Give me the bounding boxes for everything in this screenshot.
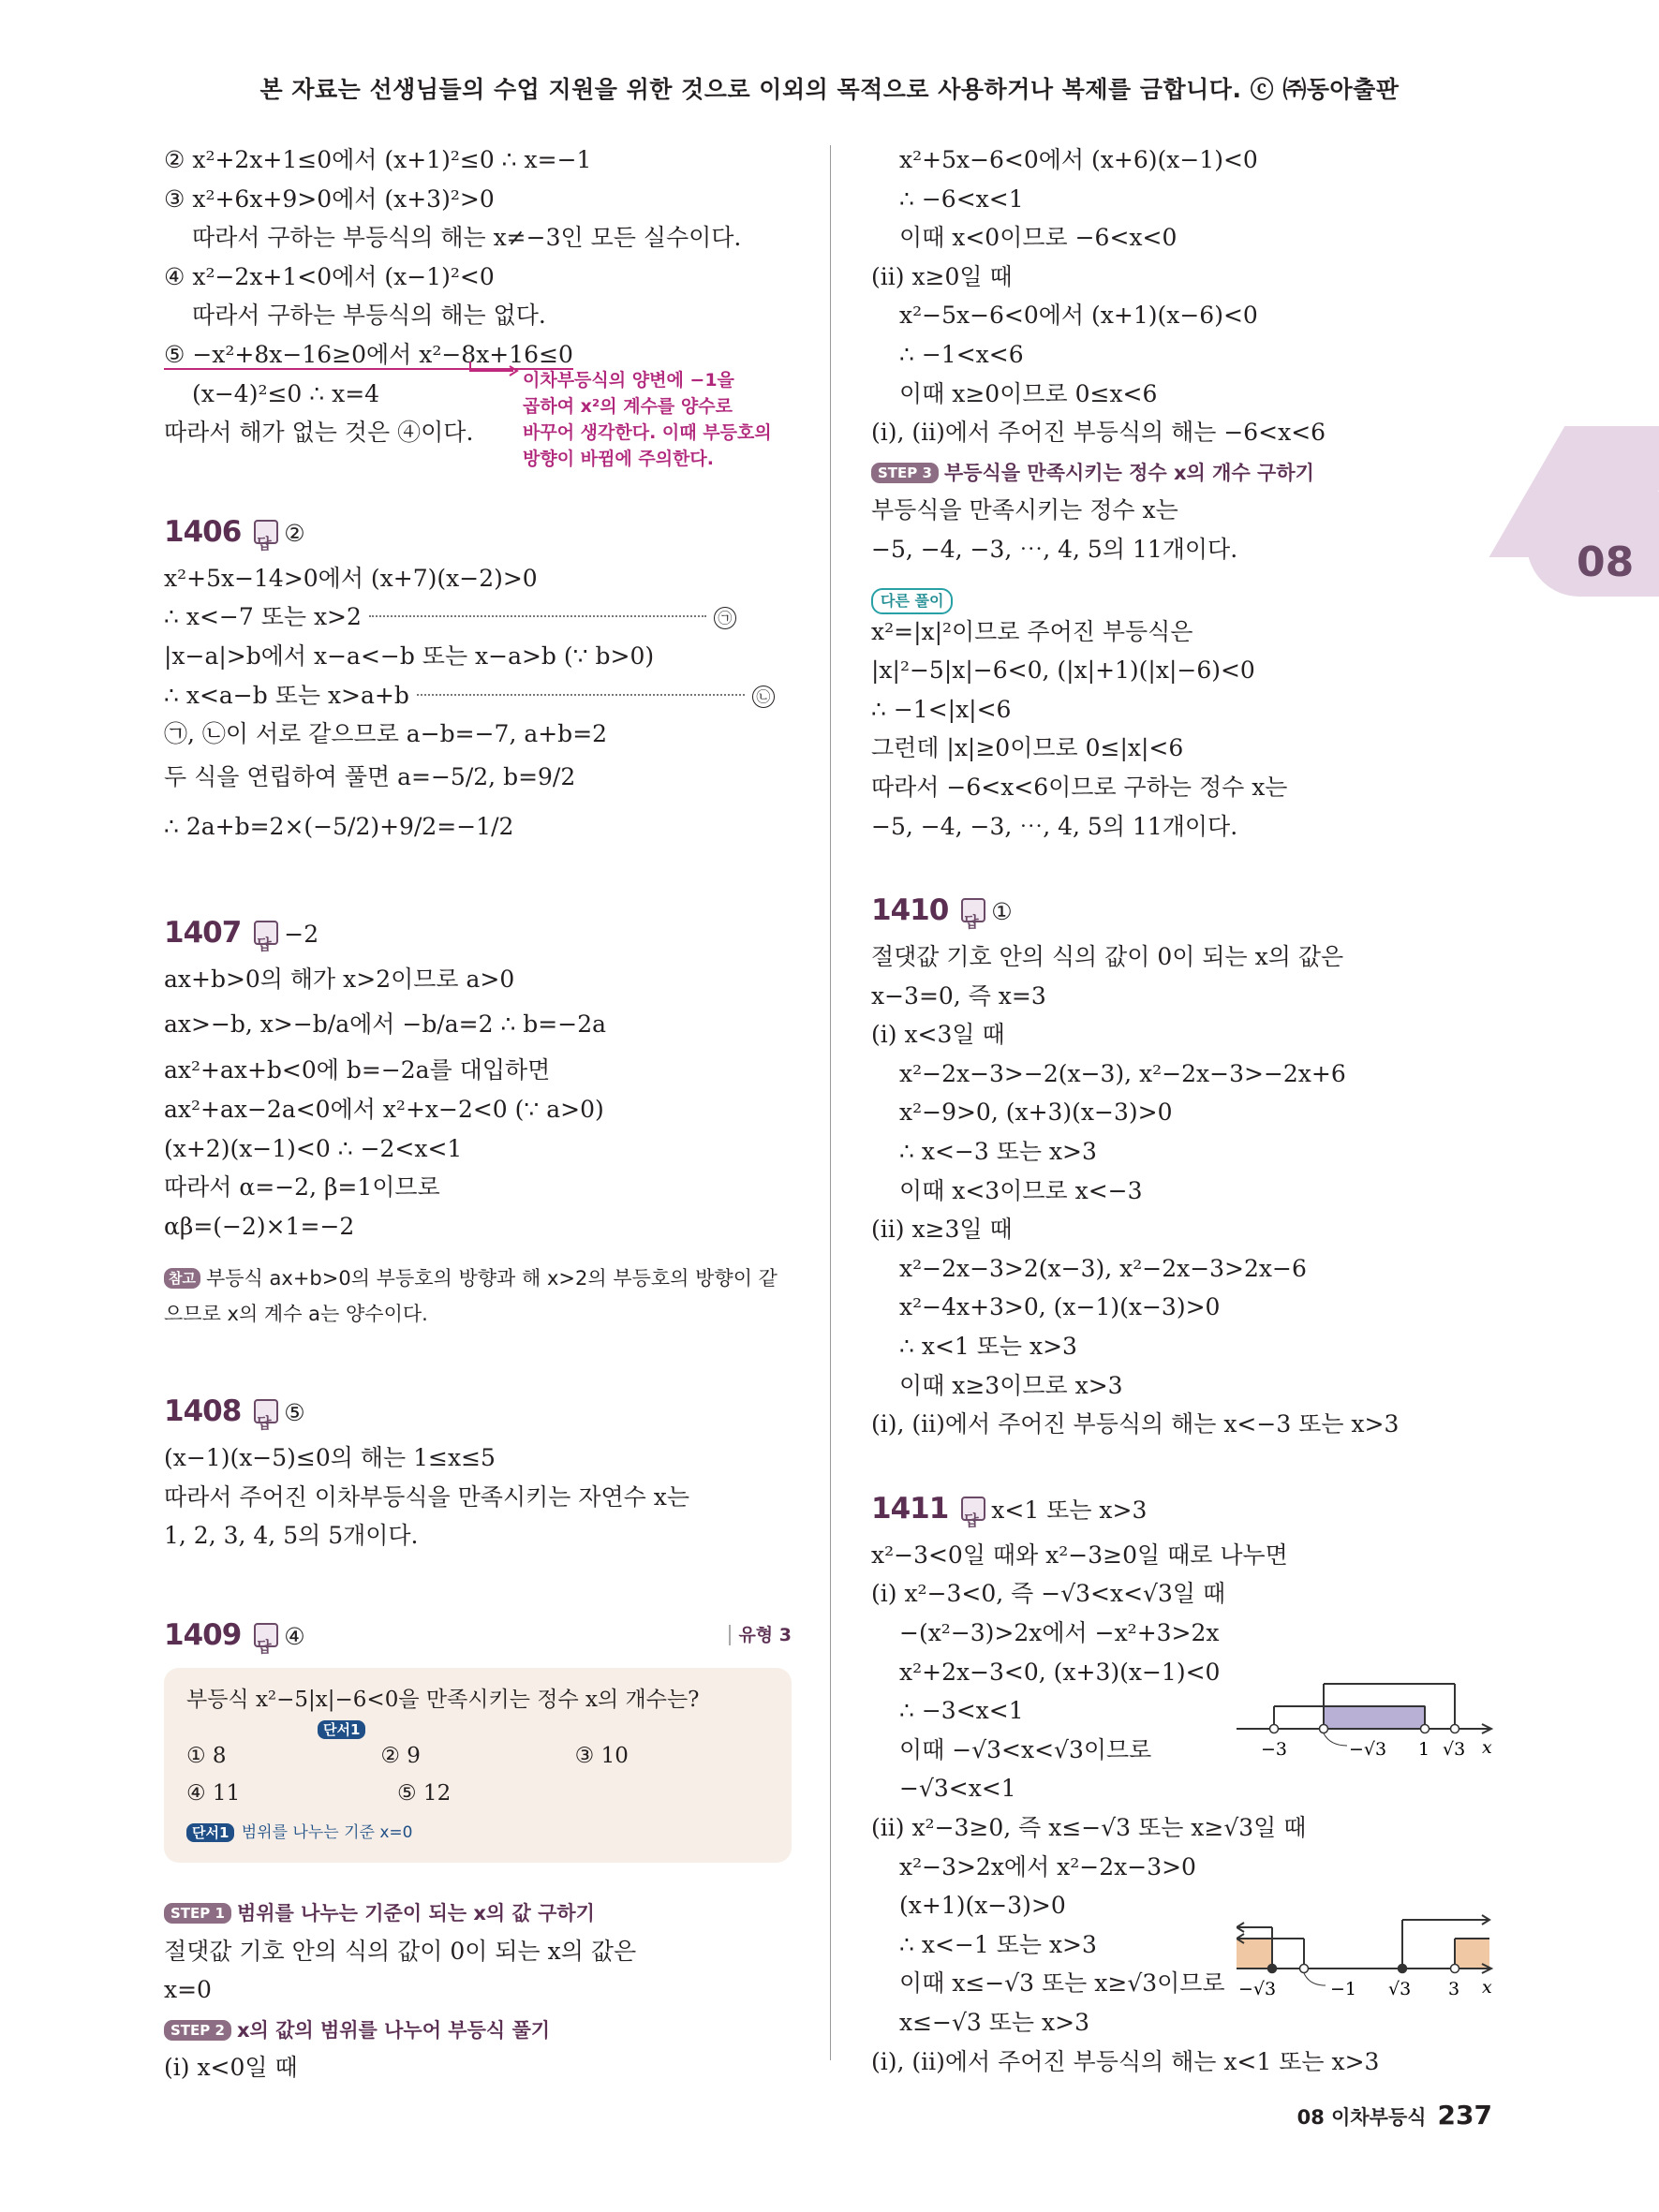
question-number: 1406 <box>164 514 242 549</box>
solution-line: (ii) x²−3≥0, 즉 x≤−√3 또는 x≥√3일 때 <box>871 1813 1307 1841</box>
solution-line: (i), (ii)에서 주어진 부등식의 해는 x<1 또는 x>3 <box>871 2047 1380 2075</box>
solution-line: |x|²−5|x|−6<0, (|x|+1)(|x|−6)<0 <box>871 656 1255 685</box>
solution-line: (x−1)(x−5)≤0의 해는 1≤x≤5 <box>164 1444 496 1472</box>
hint-row <box>186 1812 769 1850</box>
solution-line: (i) x<0일 때 <box>164 2054 298 2082</box>
question-header-1410 <box>871 883 1499 937</box>
solution-line: −5, −4, −3, ⋯, 4, 5의 11개이다. <box>871 535 1238 563</box>
solution-line: 1, 2, 3, 4, 5의 5개이다. <box>164 1522 419 1550</box>
reference-text: 부등식 ax+b>0의 부등호의 방향과 해 x>2의 부등호의 방향이 같으므로 x의 계수 a는 양수이다. <box>164 1267 778 1326</box>
step-heading <box>871 452 1499 492</box>
solution-line: 절댓값 기호 안의 식의 값이 0이 되는 x의 값은 <box>164 1937 637 1965</box>
solution-line: x²−2x−3>2(x−3), x²−2x−3>2x−6 <box>899 1254 1307 1282</box>
solution-line: −5, −4, −3, ⋯, 4, 5의 11개이다. <box>871 812 1238 840</box>
step-heading <box>164 1893 792 1932</box>
answer-icon <box>961 1497 985 1521</box>
solution-line: x²−9>0, (x+3)(x−3)>0 <box>899 1099 1173 1127</box>
solution-line: ③ x²+6x+9>0에서 (x+3)²>0 <box>164 184 495 213</box>
axis-variable: x <box>1482 1737 1492 1758</box>
solution-line: 그런데 |x|≥0이므로 0≤|x|<6 <box>871 734 1184 762</box>
question-number: 1407 <box>164 915 242 950</box>
tick-label: −√3 <box>1238 1979 1277 1999</box>
solution-line: 이때 x≥0이므로 0≤x<6 <box>899 379 1158 407</box>
solution-line: (x−4)²≤0 ∴ x=4 <box>192 379 380 407</box>
question-header-1407 <box>164 906 792 960</box>
tick-label: −√3 <box>1349 1739 1387 1760</box>
solution-line: ∴ 2a+b=2×(−5/2)+9/2=−1/2 <box>164 812 514 840</box>
solution-line: x²−2x−3>−2(x−3), x²−2x−3>−2x+6 <box>899 1059 1346 1087</box>
circled-mark: ㉡ <box>752 686 775 708</box>
question-number: 1411 <box>871 1491 949 1526</box>
solution-line: 두 식을 연립하여 풀면 a=−5/2, b=9/2 <box>164 762 576 790</box>
choice: ③ 10 <box>574 1744 629 1769</box>
note-arrow-icon <box>468 360 519 376</box>
choice: ① 8 <box>186 1744 227 1769</box>
answer-icon <box>254 1399 278 1423</box>
solution-line: (x+1)(x−3)>0 <box>899 1892 1066 1920</box>
clue-chip: 단서1 <box>318 1720 365 1739</box>
answer-value: ④ <box>284 1623 305 1651</box>
solution-line: x=0 <box>164 1976 212 2004</box>
solution-line: 이때 x<0이므로 −6<x<0 <box>899 224 1178 252</box>
note-line: 방향이 바뀜에 주의한다. <box>523 449 714 469</box>
answer-value: −2 <box>284 920 319 948</box>
margin-note <box>523 367 794 472</box>
note-line: 곱하여 x²의 계수를 양수로 <box>523 396 733 417</box>
solution-line: 부등식을 만족시키는 정수 x는 <box>871 496 1178 524</box>
solution-line: x²+5x−6<0에서 (x+6)(x−1)<0 <box>899 146 1258 173</box>
solution-line: (i) x²−3<0, 즉 −√3<x<√3일 때 <box>871 1580 1226 1608</box>
step-badge: STEP 2 <box>164 2020 231 2041</box>
answer-value: ② <box>284 519 305 547</box>
problem-text: 부등식 x²−5|x|−6<0을 만족시키는 정수 x의 개수는? <box>186 1688 700 1713</box>
solution-line: ④ x²−2x+1<0에서 (x−1)²<0 <box>164 262 495 290</box>
solution-line: x≤−√3 또는 x>3 <box>899 2008 1089 2036</box>
choice: ⑤ 12 <box>397 1781 452 1806</box>
solution-line: 따라서 α=−2, β=1이므로 <box>164 1173 440 1202</box>
alt-solution-badge: 다른 풀이 <box>871 588 953 614</box>
solution-line: ∴ −1<x<6 <box>899 340 1024 368</box>
solution-line: (ii) x≥3일 때 <box>871 1216 1013 1244</box>
solution-line: 따라서 해가 없는 것은 ④이다. <box>164 419 474 447</box>
question-number: 1409 <box>164 1618 242 1653</box>
answer-value: ⑤ <box>284 1399 305 1427</box>
footer-chapter: 08 이차부등식 <box>1296 2106 1427 2129</box>
type-tag: 유형 3 <box>729 1625 792 1645</box>
problem-box <box>164 1668 792 1863</box>
region-left <box>1237 1939 1272 1969</box>
tick-label: −1 <box>1330 1979 1357 1999</box>
hint-chip: 단서1 <box>186 1823 234 1842</box>
page-number: 237 <box>1437 2100 1492 2131</box>
tick-label: 3 <box>1448 1979 1460 1999</box>
solution-line: 이때 x<3이므로 x<−3 <box>899 1176 1143 1204</box>
solution-line: ㉠, ㉡이 서로 같으므로 a−b=−7, a+b=2 <box>164 720 608 748</box>
solution-line: 이때 −√3<x<√3이므로 <box>899 1735 1152 1763</box>
overlap-region <box>1324 1706 1425 1729</box>
solution-line: ∴ x<−3 또는 x>3 <box>899 1138 1097 1166</box>
solution-line: (ii) x≥0일 때 <box>871 262 1013 290</box>
solution-line: x²+2x−3<0, (x+3)(x−1)<0 <box>899 1658 1221 1686</box>
choices-row <box>186 1775 769 1812</box>
solution-text: ∴ x<−7 또는 x>2 <box>164 603 362 631</box>
tick-label: −3 <box>1261 1739 1288 1760</box>
choices-row <box>186 1737 769 1775</box>
hint-text: 범위를 나누는 기준 x=0 <box>241 1823 413 1843</box>
step-badge: STEP 1 <box>164 1903 231 1924</box>
solution-line: ∴ −1<|x|<6 <box>871 695 1012 723</box>
solution-line: (i), (ii)에서 주어진 부등식의 해는 x<−3 또는 x>3 <box>871 1410 1400 1438</box>
step-title: 범위를 나누는 기준이 되는 x의 값 구하기 <box>236 1902 595 1925</box>
solution-line: x²−3<0일 때와 x²−3≥0일 때로 나누면 <box>871 1541 1288 1569</box>
solution-line: x²−3>2x에서 x²−2x−3>0 <box>899 1852 1196 1880</box>
axis-variable: x <box>1482 1977 1492 1998</box>
step-title: x의 값의 범위를 나누어 부등식 풀기 <box>236 2018 551 2042</box>
solution-line: x²−4x+3>0, (x−1)(x−3)>0 <box>899 1293 1221 1321</box>
solution-line: ∴ −6<x<1 <box>899 184 1024 213</box>
solution-line: 따라서 구하는 부등식의 해는 없다. <box>192 302 546 330</box>
step-badge: STEP 3 <box>871 463 939 483</box>
chapter-tab-number: 08 <box>1577 538 1635 586</box>
solution-line: 이때 x≥3이므로 x>3 <box>899 1371 1123 1399</box>
leader-dots <box>369 615 706 617</box>
answer-icon <box>961 898 985 922</box>
answer-value: x<1 또는 x>3 <box>991 1496 1148 1524</box>
choice: ② 9 <box>380 1744 421 1769</box>
copyright-banner: 본 자료는 선생님들의 수업 지원을 위한 것으로 이외의 목적으로 사용하거나 복제를 금합니다. ⓒ ㈜동아출판 <box>259 76 1400 103</box>
alt-heading <box>871 584 1499 612</box>
choice: ④ 11 <box>186 1781 241 1806</box>
answer-icon <box>254 1623 278 1647</box>
answer-icon <box>254 921 278 945</box>
right-column <box>871 140 1499 2081</box>
solution-line: x²+5x−14>0에서 (x+7)(x−2)>0 <box>164 564 538 592</box>
reference-badge: 참고 <box>164 1268 200 1289</box>
answer-icon <box>254 520 278 544</box>
solution-line: (x+2)(x−1)<0 ∴ −2<x<1 <box>164 1134 463 1162</box>
number-line-diagram-2 <box>1237 1910 1499 2013</box>
leader-dots <box>417 694 745 696</box>
note-line: 이차부등식의 양변에 −1을 <box>523 370 734 391</box>
question-header-1409 <box>164 1608 792 1662</box>
question-header-1406 <box>164 505 792 559</box>
solution-line: αβ=(−2)×1=−2 <box>164 1212 355 1240</box>
underlined-expression: ⑤ −x²+8x−16≥0에서 x²−8x+16≤0 <box>164 340 573 368</box>
tick-label: √3 <box>1388 1979 1412 1999</box>
solution-line <box>164 597 792 637</box>
solution-text: ∴ x<a−b 또는 x>a+b <box>164 681 409 709</box>
question-number: 1410 <box>871 893 949 928</box>
solution-line: −√3<x<1 <box>899 1775 1016 1803</box>
solution-line <box>164 676 792 715</box>
column-divider <box>830 145 831 2060</box>
step-heading <box>164 2010 792 2049</box>
step-title: 부등식을 만족시키는 정수 x의 개수 구하기 <box>943 461 1314 484</box>
page-footer <box>1297 2100 1492 2131</box>
solution-line: ax²+ax+b<0에 b=−2a를 대입하면 <box>164 1056 551 1084</box>
answer-value: ① <box>991 898 1013 926</box>
reference-note <box>164 1261 792 1332</box>
number-line-diagram-1 <box>1237 1674 1499 1768</box>
circled-mark: ㉠ <box>714 607 736 629</box>
solution-line: 절댓값 기호 안의 식의 값이 0이 되는 x의 값은 <box>871 943 1344 971</box>
question-header-1411 <box>871 1482 1499 1536</box>
solution-line: ax>−b, x>−b/a에서 −b/a=2 ∴ b=−2a <box>164 1010 607 1039</box>
solution-line: 따라서 −6<x<6이므로 구하는 정수 x는 <box>871 773 1288 801</box>
solution-line: −(x²−3)>2x에서 −x²+3>2x <box>899 1619 1220 1646</box>
solution-line: x²−5x−6<0에서 (x+1)(x−6)<0 <box>899 302 1258 330</box>
tick-label: 1 <box>1418 1739 1430 1760</box>
solution-line: 따라서 주어진 이차부등식을 만족시키는 자연수 x는 <box>164 1482 689 1511</box>
solution-line: |x−a|>b에서 x−a<−b 또는 x−a>b (∵ b>0) <box>164 641 655 670</box>
note-line: 바꾸어 생각한다. 이때 부등호의 <box>523 422 772 443</box>
solution-line: x²=|x|²이므로 주어진 부등식은 <box>871 617 1193 645</box>
solution-line: 이때 x≤−√3 또는 x≥√3이므로 <box>899 1969 1225 1998</box>
solution-line: ∴ x<1 또는 x>3 <box>899 1333 1077 1361</box>
solution-line: (i), (ii)에서 주어진 부등식의 해는 −6<x<6 <box>871 419 1326 447</box>
solution-line: x−3=0, 즉 x=3 <box>871 981 1046 1010</box>
solution-line: ax+b>0의 해가 x>2이므로 a>0 <box>164 965 515 993</box>
tick-label: √3 <box>1443 1739 1466 1760</box>
solution-line: ② x²+2x+1≤0에서 (x+1)²≤0 ∴ x=−1 <box>164 146 592 173</box>
question-header-1408 <box>164 1384 792 1438</box>
solution-line: 따라서 구하는 부등식의 해는 x≠−3인 모든 실수이다. <box>192 224 742 252</box>
solution-line: ∴ −3<x<1 <box>899 1697 1024 1725</box>
solution-line: ax²+ax−2a<0에서 x²+x−2<0 (∵ a>0) <box>164 1095 604 1123</box>
question-number: 1408 <box>164 1394 242 1429</box>
solution-line: (i) x<3일 때 <box>871 1021 1005 1049</box>
solution-line: ∴ x<−1 또는 x>3 <box>899 1930 1097 1958</box>
